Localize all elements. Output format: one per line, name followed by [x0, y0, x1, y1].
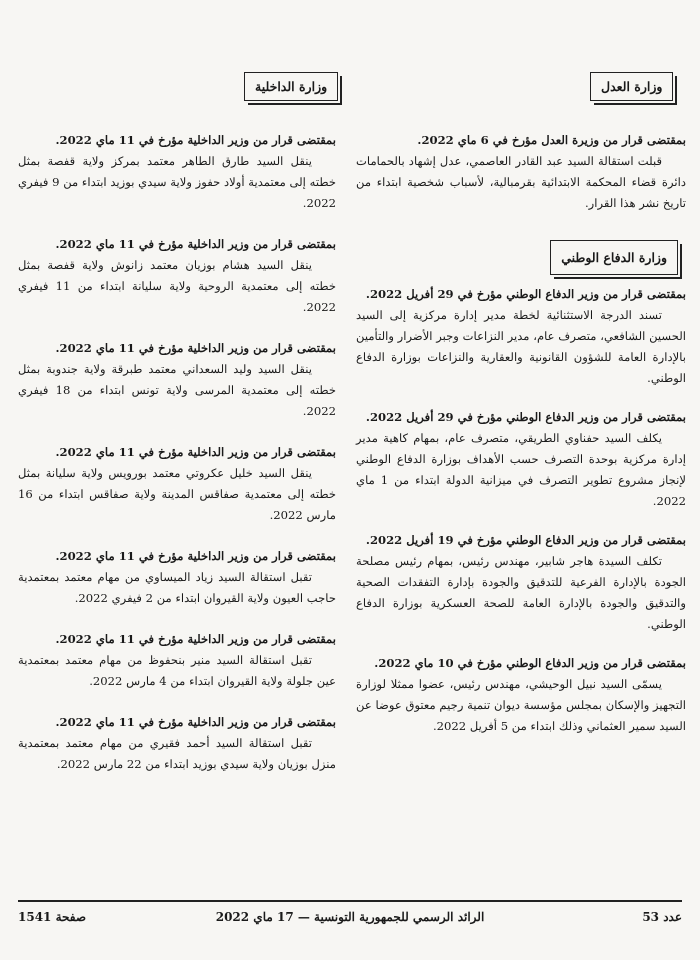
- footer-rule: [18, 900, 682, 902]
- decision-body: تكلف السيدة هاجر شابير، مهندس رئيس، بمهام رئيس مصلحة الجودة بالإدارة الفرعية للتدقيق والجودة بإدارة التفقدات الصحية والتدقيق والجودة بالإدارة العامة للصحة العسكرية بوزارة الدفاع الوطني.: [356, 554, 686, 631]
- interior-decision-2: [18, 234, 336, 318]
- decision-body: تقبل استقالة السيد أحمد فقيري من مهام معتمد بمعتمدية منزل بوزيان ولاية سيدي بوزيد ابتداء من 22 مارس 2022.: [18, 736, 336, 771]
- decision-body: قبلت استقالة السيد عبد القادر العاصمي، عدل إشهاد بالحمامات دائرة قضاء المحكمة الابتدائية بقرمبالية، لأسباب شخصية ابتداء من تاريخ نشر هذا القرار.: [356, 154, 686, 210]
- decision-body: تقبل استقالة السيد منير بنحفوظ من مهام معتمد بمعتمدية عين جلولة ولاية القيروان ابتداء من 4 مارس 2022.: [18, 653, 336, 688]
- decision-header: بمقتضى قرار من وزير الداخلية مؤرخ في 11 ماي 2022.: [55, 237, 336, 251]
- decision-body: يسمّى السيد نبيل الوحيشي، مهندس رئيس، عضوا ممثلا لوزارة التجهيز والإسكان بمجلس مؤسسة ديوان تنمية رجيم معتوق عوضا عن السيد سمير العثماني وذلك ابتداء من 5 أفريل 2022.: [356, 677, 686, 733]
- footer-journal-title: الرائد الرسمي للجمهورية التونسية — 17 ماي 2022: [215, 910, 485, 924]
- defense-decision-2: [356, 407, 686, 512]
- ministry-box-interior: وزارة الداخلية: [244, 72, 338, 101]
- decision-header: بمقتضى قرار من وزير الداخلية مؤرخ في 11 ماي 2022.: [55, 632, 336, 646]
- decision-body: ينقل السيد هشام بوزيان معتمد زانوش ولاية قفصة بمثل خطته إلى معتمدية الروحية ولاية سليانة ابتداء من 11 فيفري 2022.: [18, 258, 337, 314]
- defense-decision-1: [356, 284, 686, 389]
- decision-body: يكلف السيد حفناوي الطريقي، متصرف عام، بمهام كاهية مدير إدارة مركزية بوحدة التصرف حسب الأهداف بوزارة الدفاع الوطني لإنجاز مشروع تطوير التصرف في ميزانية الدولة ابتداء من 1 ماي 2022.: [356, 431, 686, 508]
- defense-decision-4: [356, 653, 686, 737]
- interior-decision-1: [18, 130, 336, 214]
- right-column: [356, 130, 686, 755]
- interior-decision-7: [18, 712, 336, 775]
- decision-header: بمقتضى قرار من وزيرة العدل مؤرخ في 6 ماي 2022.: [417, 133, 686, 147]
- ministry-box-defense: وزارة الدفاع الوطني: [550, 240, 678, 275]
- decision-header: بمقتضى قرار من وزير الداخلية مؤرخ في 11 ماي 2022.: [55, 715, 336, 729]
- decision-body: تقبل استقالة السيد زياد الميساوي من مهام معتمد بمعتمدية حاجب العيون ولاية القيروان ابتداء من 2 فيفري 2022.: [18, 570, 336, 605]
- decision-header: بمقتضى قرار من وزير الدفاع الوطني مؤرخ في 29 أفريل 2022.: [365, 287, 686, 301]
- decision-body: ينقل السيد طارق الطاهر معتمد بمركز ولاية قفصة بمثل خطته إلى معتمدية أولاد حفوز ولاية سيدي بوزيد ابتداء من 9 فيفري 2022.: [18, 154, 336, 210]
- left-column: [18, 130, 336, 795]
- interior-decision-4: [18, 442, 336, 526]
- defense-box-slot: [356, 232, 686, 284]
- interior-decision-6: [18, 629, 336, 692]
- justice-decision: [356, 130, 686, 214]
- decision-header: بمقتضى قرار من وزير الداخلية مؤرخ في 11 ماي 2022.: [55, 341, 336, 355]
- interior-decision-5: [18, 546, 336, 609]
- decision-header: بمقتضى قرار من وزير الدفاع الوطني مؤرخ في 29 أفريل 2022.: [365, 410, 686, 424]
- interior-decision-3: [18, 338, 336, 422]
- decision-header: بمقتضى قرار من وزير الدفاع الوطني مؤرخ في 10 ماي 2022.: [374, 656, 686, 670]
- footer-page-number: صفحة 1541: [18, 910, 87, 924]
- decision-header: بمقتضى قرار من وزير الدفاع الوطني مؤرخ في 19 أفريل 2022.: [365, 533, 686, 547]
- decision-body: ينقل السيد خليل عكروتي معتمد بورويس ولاية سليانة بمثل خطته إلى معتمدية صفاقس المدينة ولاية صفاقس ابتداء من 16 مارس 2022.: [18, 466, 336, 522]
- decision-header: بمقتضى قرار من وزير الداخلية مؤرخ في 11 ماي 2022.: [55, 133, 336, 147]
- decision-header: بمقتضى قرار من وزير الداخلية مؤرخ في 11 ماي 2022.: [55, 549, 336, 563]
- decision-body: تسند الدرجة الاستثنائية لخطة مدير إدارة مركزية إلى السيد الحسين الشافعي، متصرف عام، مدير النزاعات وجبر الأضرار والتأمين بالإدارة العامة للشؤون القانونية والعقارية والنزاعات بوزارة الدفاع الوطني.: [356, 308, 686, 385]
- ministry-box-justice: وزارة العدل: [590, 72, 673, 101]
- defense-decision-3: [356, 530, 686, 635]
- decision-body: ينقل السيد وليد السعداني معتمد طبرقة ولاية جندوبة بمثل خطته إلى معتمدية المرسى ولاية تونس ابتداء من 18 فيفري 2022.: [18, 362, 336, 418]
- decision-header: بمقتضى قرار من وزير الداخلية مؤرخ في 11 ماي 2022.: [55, 445, 336, 459]
- footer-issue: عدد 53: [642, 910, 682, 924]
